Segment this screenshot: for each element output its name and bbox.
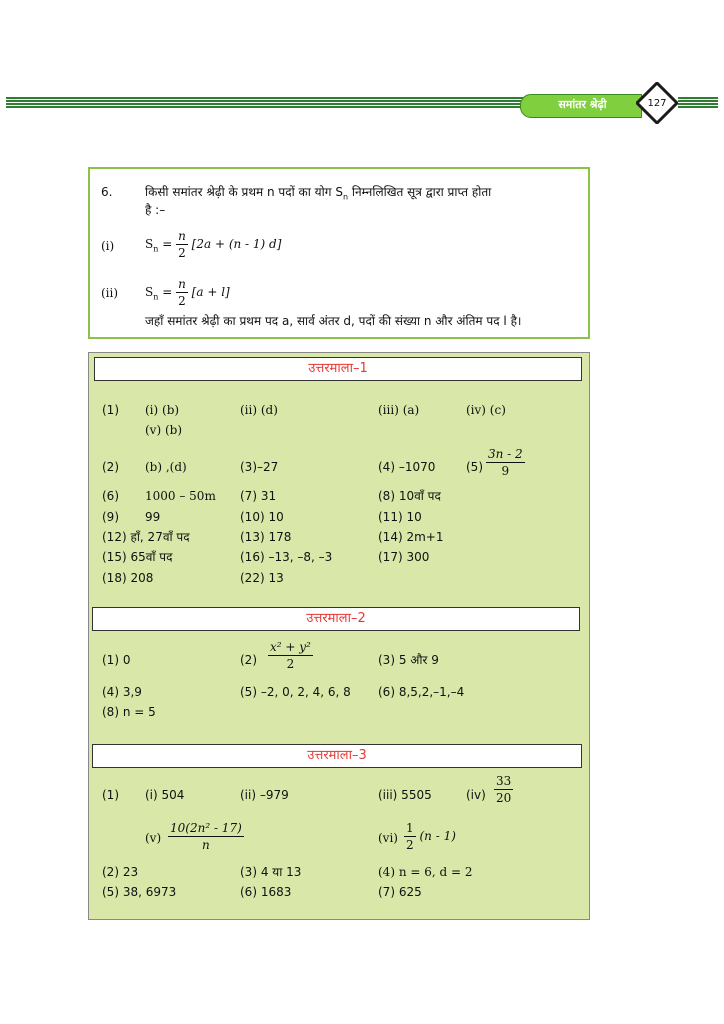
a1-q1-iv: (iv) (c): [466, 403, 506, 417]
a2-q2: (2): [240, 653, 257, 667]
a1-q8: (8) 10वाँ पद: [378, 489, 441, 503]
a2-q2-frac: $\frac{\text{x² + y²}}{2}$: [270, 640, 311, 671]
a2-q3: (3) 5 और 9: [378, 653, 439, 667]
a1-q17: (17) 300: [378, 550, 430, 564]
a1-q6-ans: 1000 – 50m: [145, 489, 216, 503]
a3-q7: (7) 625: [378, 885, 422, 899]
a1-q2: (2): [102, 460, 119, 474]
a2-q8: (8) n = 5: [102, 705, 156, 719]
answers-1-title: उत्तरमाला–1: [94, 357, 582, 381]
a1-q2-ans: (b) ,(d): [145, 460, 187, 474]
a1-q1-v: (v) (b): [145, 423, 183, 437]
a1-q15: (15) 65वाँ पद: [102, 550, 173, 564]
a2-q5: (5) –2, 0, 2, 4, 6, 8: [240, 685, 351, 699]
a3-q1-i: (i) 504: [145, 788, 185, 802]
a2-q4: (4) 3,9: [102, 685, 142, 699]
a1-q5-frac: $\frac{3n - 2}{9}$: [488, 447, 523, 478]
formula-intro: किसी समांतर श्रेढ़ी के प्रथम n पदों का योग $S_n$ निम्नलिखित सूत्र द्वारा प्राप्त होता: [145, 185, 492, 202]
formula-note: जहाँ समांतर श्रेढ़ी का प्रथम पद a, सार्व अंतर d, पदों की संख्या n और अंतिम पद l है।: [145, 314, 522, 328]
answers-2-title: उत्तरमाला–2: [92, 607, 580, 631]
a1-q13: (13) 178: [240, 530, 292, 544]
a1-q6: (6): [102, 489, 119, 503]
a3-q6: (6) 1683: [240, 885, 292, 899]
a3-q4: (4) n = 6, d = 2: [378, 865, 473, 879]
formula-1: $S_n$ = $\frac{n}{2}$ [2a + (n - 1) d]: [145, 229, 282, 260]
a1-q18: (18) 208: [102, 571, 154, 585]
a3-q2: (2) 23: [102, 865, 139, 879]
header-stripes-right: [678, 97, 718, 111]
a1-q7: (7) 31: [240, 489, 277, 503]
a3-q3: (3) 4 या 13: [240, 865, 302, 879]
item-number: 6.: [101, 185, 113, 199]
a3-q1-vi-frac: $\frac{1}{2}$ (n - 1): [406, 821, 456, 852]
a3-q1-ii: (ii) –979: [240, 788, 289, 802]
header-stripes: [6, 97, 526, 111]
a1-q4: (4) –1070: [378, 460, 436, 474]
formula-2: $S_n$ = $\frac{n}{2}$ [a + l]: [145, 277, 230, 308]
a1-q22: (22) 13: [240, 571, 284, 585]
formula-2-label: (ii): [101, 286, 119, 300]
a2-q6: (6) 8,5,2,–1,–4: [378, 685, 465, 699]
a3-q5: (5) 38, 6973: [102, 885, 177, 899]
a1-q12: (12) हाँ, 27वाँ पद: [102, 530, 190, 544]
a1-q1-ii: (ii) (d): [240, 403, 278, 417]
a1-q11: (11) 10: [378, 510, 422, 524]
a3-q1-iv: (iv): [466, 788, 486, 802]
a1-q1: (1): [102, 403, 119, 417]
a2-q1: (1) 0: [102, 653, 131, 667]
page-number: 127: [647, 98, 667, 109]
a1-q9-ans: 99: [145, 510, 161, 524]
a3-q1-v-frac: $\frac{\text{10(2n² - 17)}}{n}$: [170, 821, 242, 852]
a1-q5: (5): [466, 460, 483, 474]
formula-intro-cont: है :–: [145, 203, 166, 217]
a1-q10: (10) 10: [240, 510, 284, 524]
a3-q1-iii: (iii) 5505: [378, 788, 432, 802]
a1-q1-iii: (iii) (a): [378, 403, 420, 417]
a3-q1: (1): [102, 788, 119, 802]
answers-3-title: उत्तरमाला–3: [92, 744, 582, 768]
a1-q9: (9): [102, 510, 119, 524]
formula-1-label: (i): [101, 239, 115, 253]
a3-q1-v-label: (v): [145, 831, 162, 845]
a1-q16: (16) –13, –8, –3: [240, 550, 333, 564]
chapter-title: समांतर श्रेढ़ी: [558, 98, 607, 111]
a1-q1-i: (i) (b): [145, 403, 180, 417]
a1-q14: (14) 2m+1: [378, 530, 444, 544]
a3-q1-iv-frac: $\frac{33}{20}$: [496, 774, 512, 805]
a1-q3: (3)–27: [240, 460, 279, 474]
a3-q1-vi-label: (vi): [378, 831, 398, 845]
